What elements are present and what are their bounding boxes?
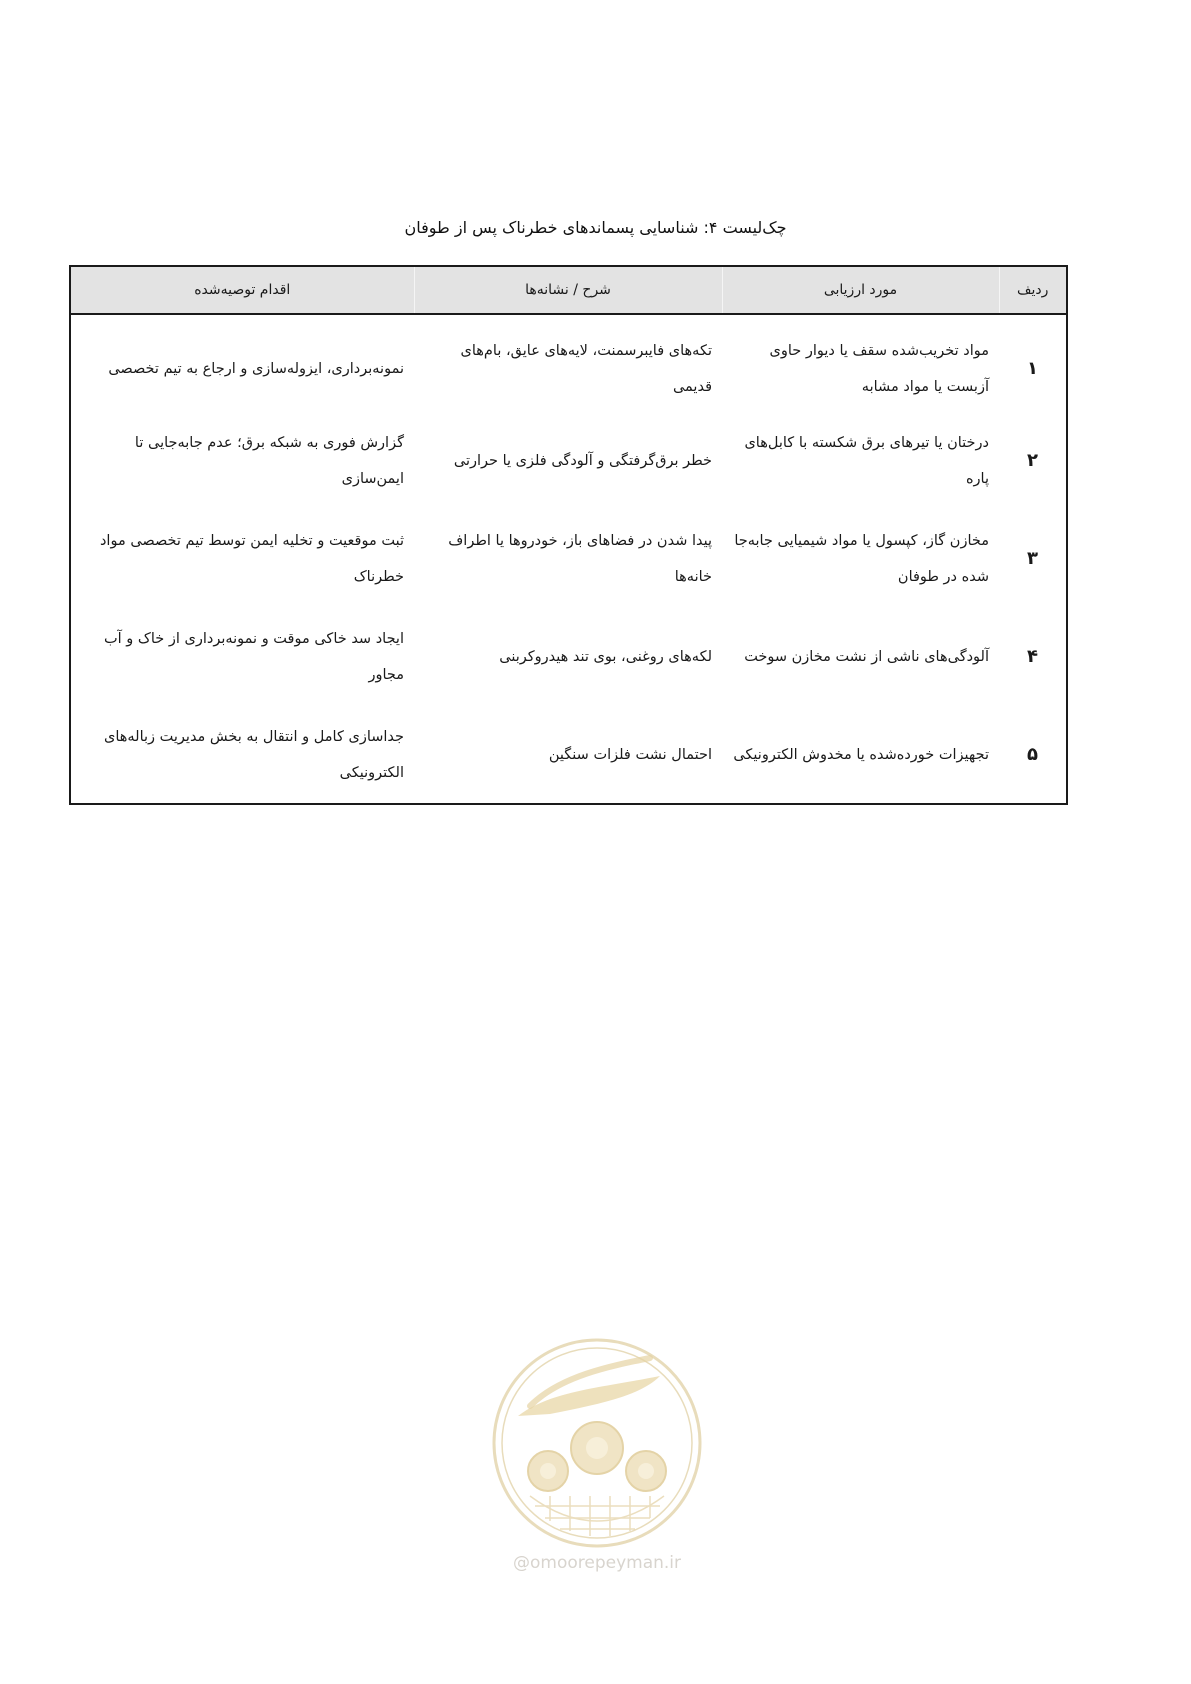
row-item: مواد تخریب‌شده سقف یا دیوار حاوی آزبست یا مواد مشابه [769,342,989,395]
row-number: ۲ [1027,450,1038,471]
table-row [70,510,1067,608]
row-number: ۴ [1027,646,1038,667]
row-desc: لکه‌های روغنی، بوی تند هیدروکربنی [499,649,712,665]
row-action: ایجاد سد خاکی موقت و نمونه‌برداری از خاک و آب مجاور [103,631,404,683]
row-item: تجهیزات خورده‌شده یا مخدوش الکترونیکی [733,746,989,763]
table-caption: چک‌لیست ۴: شناسایی پسماندهای خطرناک پس از طوفان [404,218,787,237]
row-number: ۳ [1027,548,1038,569]
row-action: جداسازی کامل و انتقال به بخش مدیریت زباله‌های الکترونیکی [103,728,404,781]
header-item: مورد ارزیابی [722,266,999,314]
table-row [70,706,1067,804]
table-header-row [70,266,1067,314]
row-desc: پیدا شدن در فضاهای باز، خودروها یا اطراف خانه‌ها [448,533,712,585]
row-desc: احتمال نشت فلزات سنگین [548,746,712,763]
row-action: ثبت موقعیت و تخلیه ایمن توسط تیم تخصصی مواد خطرناک [99,533,404,585]
table-row [70,608,1067,706]
row-number: ۵ [1027,743,1038,765]
header-action: اقدام توصیه‌شده [70,266,414,314]
row-action: نمونه‌برداری، ایزوله‌سازی و ارجاع به تیم تخصصی [108,360,404,377]
row-desc: خطر برق‌گرفتگی و آلودگی فلزی یا حرارتی [453,453,712,469]
row-item: آلودگی‌های ناشی از نشت مخازن سوخت [744,649,989,665]
hazard-checklist-table [71,265,1068,805]
row-item: درختان یا تیرهای برق شکسته با کابل‌های پاره [744,435,989,487]
watermark-logo [490,1336,704,1550]
header-desc: شرح / نشانه‌ها [414,266,722,314]
watermark-url: @omoorepeyman.ir [512,1553,682,1573]
row-desc: تکه‌های فایبرسمنت، لایه‌های عایق، بام‌های قدیمی [460,342,712,395]
header-num: ردیف [999,266,1067,314]
row-item: مخازن گاز، کپسول یا مواد شیمیایی جابه‌جا شده در طوفان [734,533,989,585]
row-number: ۱ [1027,357,1038,379]
table-row [70,412,1067,510]
row-action: گزارش فوری به شبکه برق؛ عدم جابه‌جایی تا ایمن‌سازی [134,435,404,487]
table-row [70,314,1067,412]
